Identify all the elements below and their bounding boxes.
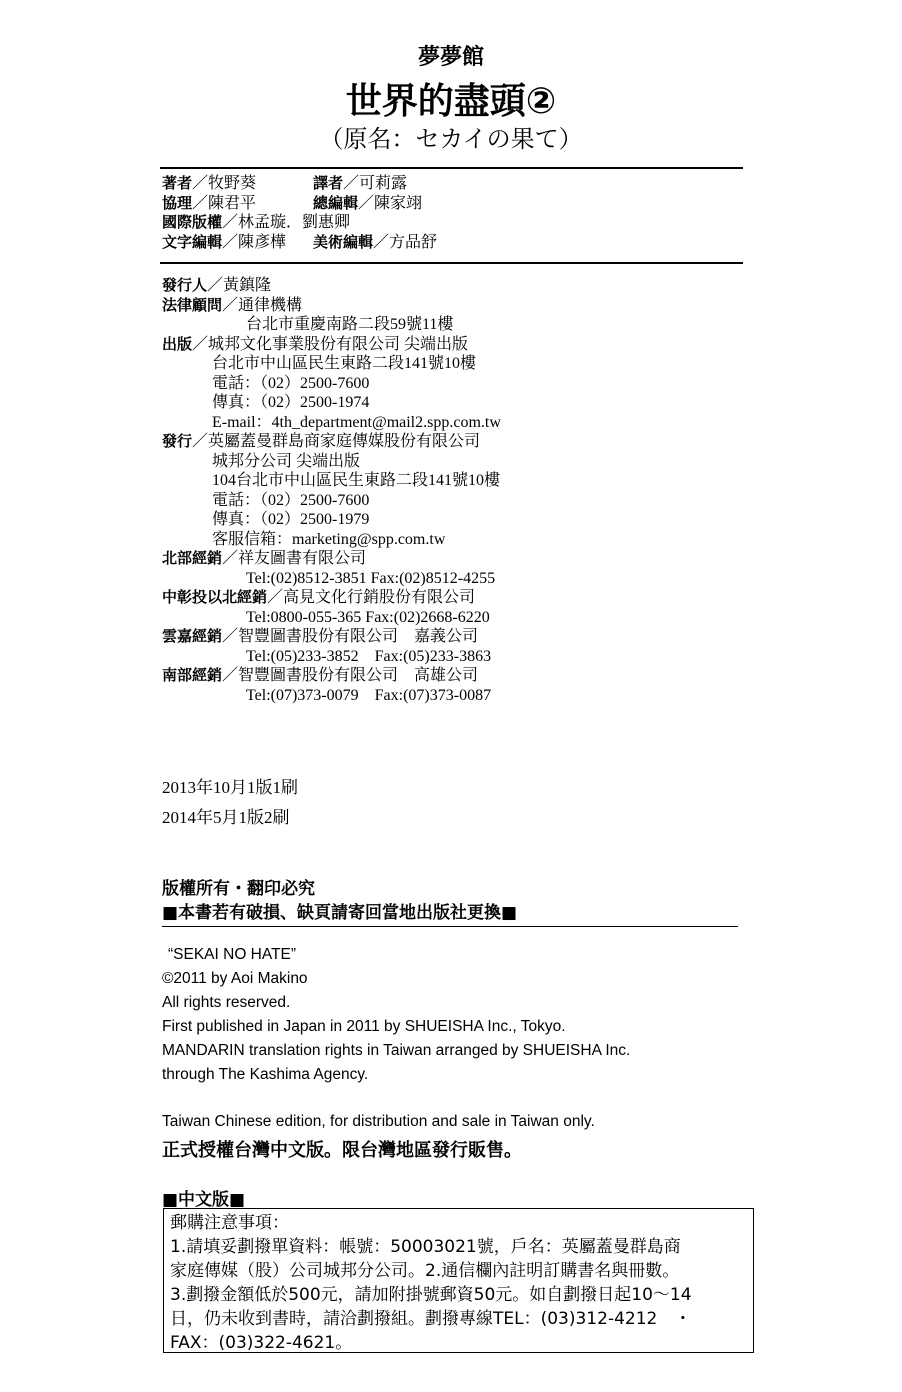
original-title: （原名：セカイの果て） <box>319 125 583 153</box>
imprint: 夢夢館 <box>417 45 484 70</box>
damage-notice: ■本書若有破損、缺頁請寄回當地出版社更換■ <box>162 903 518 923</box>
south-distributor-row: 南部經銷／智豐圖書股份有限公司 高雄公司 <box>162 666 479 684</box>
yunjia-distributor-contact: Tel:(05)233-3852 Fax:(05)233-3863 <box>246 648 492 665</box>
central-distributor-row: 中彰投以北經銷／高見文化行銷股份有限公司 <box>162 588 476 606</box>
south-distributor-contact: Tel:(07)373-0079 Fax:(07)373-0087 <box>246 687 492 704</box>
publish-row: 出版／城邦文化事業股份有限公司 尖端出版 <box>162 335 469 353</box>
english-title: “SEKAI NO HATE” <box>168 946 297 963</box>
agency-line: through The Kashima Agency. <box>162 1066 369 1083</box>
notice-line: 3.劃撥金額低於500元，請加附掛號郵資50元。如自劃撥日起10～14 <box>170 1285 692 1305</box>
legal-row: 法律顧問／通律機構 <box>162 296 303 314</box>
publish-fax: 傳真：（02）2500-1974 <box>212 394 370 411</box>
credit-manager: 協理／陳君平 <box>162 194 257 212</box>
credit-chief-editor: 總編輯／陳家翊 <box>313 194 423 212</box>
divider <box>160 262 743 264</box>
distribute-service-email: 客服信箱：marketing@spp.com.tw <box>212 531 446 548</box>
notice-line: 郵購注意事項： <box>170 1213 289 1233</box>
translation-rights-line: MANDARIN translation rights in Taiwan arranged by SHUEISHA Inc. <box>162 1042 631 1059</box>
notice-line: FAX：(03)322-4621。 <box>170 1333 353 1353</box>
first-published-line: First published in Japan in 2011 by SHUEISHA Inc., Tokyo. <box>162 1018 566 1035</box>
distribute-phone: 電話：（02）2500-7600 <box>212 492 370 509</box>
distribute-address: 104台北市中山區民生東路二段141號10樓 <box>212 472 501 489</box>
distribute-row: 發行／英屬蓋曼群島商家庭傳媒股份有限公司 <box>162 432 481 450</box>
notice-line: 日，仍未收到書時，請洽劃撥組。劃撥專線TEL：(03)312-4212 ・ <box>170 1309 692 1329</box>
book-title: 世界的盡頭② <box>345 81 557 122</box>
credit-translator: 譯者／可莉露 <box>313 174 408 192</box>
rights-reserved: 版權所有・翻印必究 <box>162 879 315 899</box>
publish-address: 台北市中山區民生東路二段141號10樓 <box>212 355 477 372</box>
notice-line: 家庭傳媒（股）公司城邦分公司。2.通信欄內註明訂購書名與冊數。 <box>170 1261 680 1281</box>
authorized-edition: 正式授權台灣中文版。限台灣地區發行販售。 <box>162 1140 522 1161</box>
credit-art-editor: 美術編輯／方品舒 <box>313 233 438 251</box>
chinese-edition-heading: ■中文版■ <box>162 1190 246 1210</box>
edition-first: 2013年10月1版1刷 <box>162 778 298 797</box>
legal-address: 台北市重慶南路二段59號11樓 <box>246 316 454 333</box>
north-distributor-contact: Tel:(02)8512-3851 Fax:(02)8512-4255 <box>246 570 496 587</box>
divider <box>160 167 743 169</box>
edition-second: 2014年5月1版2刷 <box>162 808 290 827</box>
yunjia-distributor-row: 雲嘉經銷／智豐圖書股份有限公司 嘉義公司 <box>162 627 479 645</box>
credit-rights: 國際版權／林孟璇．劉惠卿 <box>162 213 351 231</box>
taiwan-only-line: Taiwan Chinese edition, for distribution and sale in Taiwan only. <box>162 1113 595 1130</box>
credit-text-editor: 文字編輯／陳彥樺 <box>162 233 287 251</box>
publisher-row: 發行人／黃鎮隆 <box>162 276 272 294</box>
notice-line: 1.請填妥劃撥單資料：帳號：50003021號，戶名：英屬蓋曼群島商 <box>170 1237 681 1257</box>
mail-order-notice <box>163 1208 754 1353</box>
credit-author: 著者／牧野葵 <box>162 174 257 192</box>
north-distributor-row: 北部經銷／祥友圖書有限公司 <box>162 549 367 567</box>
copyright-line: ©2011 by Aoi Makino <box>162 970 308 987</box>
rights-line: All rights reserved. <box>162 994 291 1011</box>
publish-email: E-mail：4th_department@mail2.spp.com.tw <box>212 414 501 431</box>
distribute-branch: 城邦分公司 尖端出版 <box>212 453 361 470</box>
divider <box>162 926 738 927</box>
distribute-fax: 傳真：（02）2500-1979 <box>212 511 370 528</box>
central-distributor-contact: Tel:0800-055-365 Fax:(02)2668-6220 <box>246 609 490 626</box>
publish-phone: 電話：（02）2500-7600 <box>212 375 370 392</box>
